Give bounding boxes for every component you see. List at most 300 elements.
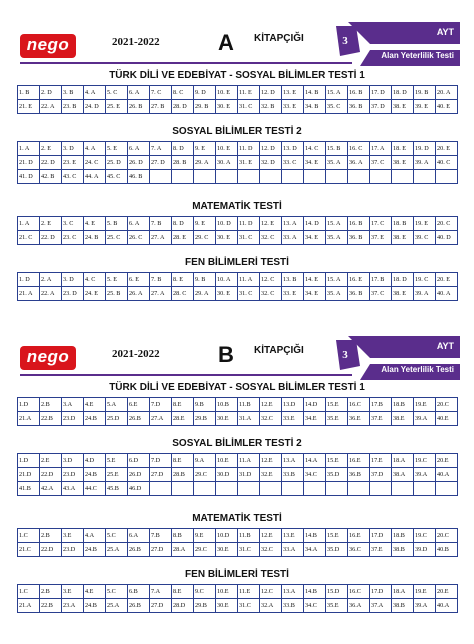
answer-cell xyxy=(282,170,304,184)
answer-cell: 16.C xyxy=(348,585,370,599)
answer-cell: 27. A xyxy=(150,287,172,301)
answer-cell: 5. C xyxy=(106,86,128,100)
answer-cell: 6. A xyxy=(128,86,150,100)
answer-cell: 34.E xyxy=(304,412,326,426)
answer-cell: 27. D xyxy=(150,156,172,170)
answer-cell: 14.A xyxy=(304,454,326,468)
answer-cell: 16.C xyxy=(348,398,370,412)
answer-row xyxy=(18,170,458,184)
answer-cell: 1.C xyxy=(18,529,40,543)
answer-cell xyxy=(370,170,392,184)
answer-grid xyxy=(17,528,458,557)
answer-cell: 6.D xyxy=(128,454,150,468)
answer-cell: 22.B xyxy=(40,599,62,613)
answer-row xyxy=(18,100,458,114)
answer-row xyxy=(18,273,458,287)
answer-row xyxy=(18,398,458,412)
answer-cell: 3.A xyxy=(62,398,84,412)
answer-cell: 12.C xyxy=(260,585,282,599)
answer-cell: 30. E xyxy=(216,287,238,301)
answer-cell: 18. D xyxy=(392,273,414,287)
answer-grid xyxy=(17,453,458,496)
answer-cell: 7.B xyxy=(150,529,172,543)
answer-cell xyxy=(150,482,172,496)
header-rule xyxy=(20,62,352,64)
answer-cell: 4. A xyxy=(84,142,106,156)
answer-cell: 3. C xyxy=(62,217,84,231)
answer-cell: 16. C xyxy=(348,142,370,156)
answer-cell: 11.A xyxy=(238,454,260,468)
answer-row xyxy=(18,543,458,557)
answer-cell: 35.E xyxy=(326,412,348,426)
answer-cell: 20. A xyxy=(436,86,458,100)
answer-cell xyxy=(150,170,172,184)
answer-cell: 6. A xyxy=(128,142,150,156)
answer-cell: 5. E xyxy=(106,273,128,287)
answer-cell xyxy=(194,482,216,496)
answer-cell: 8. E xyxy=(172,273,194,287)
answer-row xyxy=(18,287,458,301)
answer-cell: 2. D xyxy=(40,86,62,100)
answer-cell: 18.B xyxy=(392,529,414,543)
answer-grid xyxy=(17,397,458,426)
answer-cell: 26.B xyxy=(128,599,150,613)
answer-cell: 40. D xyxy=(436,231,458,245)
answer-cell: 40. E xyxy=(436,100,458,114)
answer-cell: 28. D xyxy=(172,100,194,114)
answer-cell: 21.D xyxy=(18,468,40,482)
academic-year: 2021-2022 xyxy=(112,348,160,360)
answer-cell: 36. B xyxy=(348,287,370,301)
answer-cell: 22.D xyxy=(40,543,62,557)
answer-key-booklet-b xyxy=(0,322,474,644)
answer-cell: 39.A xyxy=(414,599,436,613)
answer-cell xyxy=(348,170,370,184)
answer-cell: 15. A xyxy=(326,273,348,287)
answer-cell: 44.C xyxy=(84,482,106,496)
answer-cell: 31.C xyxy=(238,599,260,613)
answer-cell: 9. D xyxy=(194,86,216,100)
answer-cell xyxy=(348,482,370,496)
answer-cell: 17.D xyxy=(370,529,392,543)
answer-cell: 20. E xyxy=(436,273,458,287)
answer-cell xyxy=(304,170,326,184)
answer-cell: 15.E xyxy=(326,398,348,412)
answer-cell: 30. E xyxy=(216,231,238,245)
answer-cell: 1. D xyxy=(18,273,40,287)
answer-cell: 3. D xyxy=(62,142,84,156)
answer-cell: 11.E xyxy=(238,585,260,599)
answer-cell: 14. D xyxy=(304,217,326,231)
answer-cell: 11.B xyxy=(238,529,260,543)
answer-cell: 26. B xyxy=(128,100,150,114)
answer-cell: 4.A xyxy=(84,529,106,543)
answer-cell: 9. B xyxy=(194,273,216,287)
answer-cell: 10.D xyxy=(216,529,238,543)
answer-cell: 38. E xyxy=(392,287,414,301)
answer-cell: 7. A xyxy=(150,142,172,156)
answer-cell xyxy=(414,170,436,184)
answer-cell: 30.E xyxy=(216,599,238,613)
answer-cell: 39. E xyxy=(414,100,436,114)
section-title: FEN BİLİMLERİ TESTİ xyxy=(185,569,289,580)
answer-cell: 15. A xyxy=(326,86,348,100)
answer-grid xyxy=(17,85,458,114)
answer-cell: 8. D xyxy=(172,142,194,156)
answer-cell: 40.A xyxy=(436,599,458,613)
answer-cell: 43. C xyxy=(62,170,84,184)
answer-cell: 25. D xyxy=(106,156,128,170)
answer-cell: 36.E xyxy=(348,412,370,426)
answer-cell: 2. E xyxy=(40,142,62,156)
answer-cell: 25. C xyxy=(106,231,128,245)
answer-cell: 33. C xyxy=(282,156,304,170)
answer-cell: 24. C xyxy=(84,156,106,170)
answer-cell: 36. B xyxy=(348,231,370,245)
answer-cell: 28. B xyxy=(172,156,194,170)
answer-cell: 9.A xyxy=(194,454,216,468)
answer-cell: 37. D xyxy=(370,100,392,114)
answer-cell xyxy=(326,170,348,184)
answer-cell: 18.A xyxy=(392,585,414,599)
answer-cell: 13.E xyxy=(282,529,304,543)
answer-cell: 32. C xyxy=(260,231,282,245)
answer-cell: 29.C xyxy=(194,468,216,482)
answer-cell: 27.D xyxy=(150,599,172,613)
answer-cell: 28. C xyxy=(172,287,194,301)
answer-cell: 40.B xyxy=(436,543,458,557)
answer-cell: 10.E xyxy=(216,454,238,468)
answer-cell: 38. E xyxy=(392,156,414,170)
answer-cell: 29.B xyxy=(194,599,216,613)
answer-cell: 24.B xyxy=(84,412,106,426)
answer-cell: 26.B xyxy=(128,412,150,426)
answer-cell xyxy=(172,170,194,184)
answer-cell xyxy=(370,482,392,496)
answer-cell: 45. C xyxy=(106,170,128,184)
answer-cell: 4. E xyxy=(84,217,106,231)
answer-cell: 28.D xyxy=(172,599,194,613)
answer-cell: 8.E xyxy=(172,398,194,412)
booklet-label: KİTAPÇIĞI xyxy=(254,345,304,356)
answer-cell xyxy=(172,482,194,496)
answer-cell: 16. B xyxy=(348,217,370,231)
answer-cell: 13.A xyxy=(282,585,304,599)
answer-cell: 19. C xyxy=(414,273,436,287)
nego-logo: nego xyxy=(20,34,76,58)
answer-cell: 15.D xyxy=(326,585,348,599)
answer-cell: 35. A xyxy=(326,287,348,301)
answer-cell: 4.D xyxy=(84,454,106,468)
answer-cell: 20. E xyxy=(436,142,458,156)
answer-cell: 15.E xyxy=(326,454,348,468)
answer-cell xyxy=(414,482,436,496)
answer-cell: 26. C xyxy=(128,231,150,245)
answer-cell: 39. A xyxy=(414,287,436,301)
header-rule xyxy=(20,374,352,376)
answer-cell: 23.D xyxy=(62,412,84,426)
answer-cell: 32.A xyxy=(260,599,282,613)
answer-cell: 10. E xyxy=(216,142,238,156)
answer-cell: 3.E xyxy=(62,585,84,599)
answer-cell: 39. A xyxy=(414,156,436,170)
answer-cell: 23. B xyxy=(62,100,84,114)
answer-cell: 17. A xyxy=(370,142,392,156)
answer-grid xyxy=(17,141,458,184)
answer-cell: 27. B xyxy=(150,100,172,114)
answer-cell: 7. B xyxy=(150,217,172,231)
answer-cell: 20.E xyxy=(436,585,458,599)
answer-cell: 30.D xyxy=(216,468,238,482)
exam-subtitle: Alan Yeterlilik Testi xyxy=(381,51,454,60)
answer-cell: 30.E xyxy=(216,543,238,557)
answer-grid xyxy=(17,272,458,301)
answer-cell: 7.A xyxy=(150,585,172,599)
answer-cell: 8.E xyxy=(172,585,194,599)
answer-cell: 24.B xyxy=(84,543,106,557)
answer-cell: 34.A xyxy=(304,543,326,557)
answer-cell xyxy=(260,170,282,184)
answer-cell: 16.E xyxy=(348,454,370,468)
answer-cell: 8.B xyxy=(172,529,194,543)
answer-cell: 16. B xyxy=(348,86,370,100)
answer-cell: 1. A xyxy=(18,217,40,231)
answer-row xyxy=(18,142,458,156)
answer-cell: 10.E xyxy=(216,585,238,599)
answer-grid xyxy=(17,584,458,613)
answer-cell: 25.E xyxy=(106,468,128,482)
answer-cell: 1.C xyxy=(18,585,40,599)
answer-cell: 27.D xyxy=(150,468,172,482)
answer-cell: 19. B xyxy=(414,86,436,100)
section-title: SOSYAL BİLİMLER TESTİ 2 xyxy=(172,438,302,449)
answer-cell xyxy=(436,170,458,184)
answer-cell: 9.E xyxy=(194,529,216,543)
answer-cell: 23. C xyxy=(62,231,84,245)
answer-cell: 40. C xyxy=(436,156,458,170)
answer-cell xyxy=(304,482,326,496)
answer-cell: 37. E xyxy=(370,231,392,245)
answer-cell: 37.E xyxy=(370,543,392,557)
answer-cell: 17.D xyxy=(370,585,392,599)
answer-cell: 29. A xyxy=(194,156,216,170)
answer-cell: 12.E xyxy=(260,529,282,543)
answer-grid xyxy=(17,216,458,245)
answer-cell: 34.C xyxy=(304,468,326,482)
answer-cell: 22. D xyxy=(40,231,62,245)
answer-cell: 37. C xyxy=(370,287,392,301)
answer-cell: 2. A xyxy=(40,273,62,287)
answer-cell: 11. D xyxy=(238,217,260,231)
answer-cell: 30. E xyxy=(216,100,238,114)
answer-cell: 10. D xyxy=(216,217,238,231)
answer-cell: 46. B xyxy=(128,170,150,184)
answer-cell: 2. E xyxy=(40,217,62,231)
answer-cell xyxy=(282,482,304,496)
answer-cell: 42.A xyxy=(40,482,62,496)
answer-cell: 17. B xyxy=(370,273,392,287)
answer-cell: 22.B xyxy=(40,412,62,426)
answer-cell: 33. A xyxy=(282,231,304,245)
answer-cell: 24. E xyxy=(84,287,106,301)
answer-cell: 13. D xyxy=(282,142,304,156)
section-title: MATEMATİK TESTİ xyxy=(192,513,282,524)
answer-cell: 21.C xyxy=(18,543,40,557)
answer-cell: 1. B xyxy=(18,86,40,100)
answer-cell: 12.E xyxy=(260,454,282,468)
academic-year: 2021-2022 xyxy=(112,36,160,48)
answer-cell: 41. D xyxy=(18,170,40,184)
booklet-letter: A xyxy=(218,30,234,55)
answer-cell: 2.B xyxy=(40,529,62,543)
answer-cell: 26. D xyxy=(128,156,150,170)
answer-cell: 25. B xyxy=(106,287,128,301)
answer-cell: 12. E xyxy=(260,217,282,231)
answer-cell: 15. A xyxy=(326,217,348,231)
answer-cell: 31. C xyxy=(238,287,260,301)
answer-cell: 4.E xyxy=(84,585,106,599)
answer-cell: 19.E xyxy=(414,585,436,599)
answer-cell: 14. E xyxy=(304,273,326,287)
answer-cell: 34. E xyxy=(304,287,326,301)
answer-cell: 37. C xyxy=(370,156,392,170)
answer-cell: 24.B xyxy=(84,599,106,613)
answer-cell: 15. B xyxy=(326,142,348,156)
answer-cell: 9. E xyxy=(194,142,216,156)
answer-cell: 9.B xyxy=(194,398,216,412)
answer-cell: 19. E xyxy=(414,217,436,231)
answer-cell: 23. D xyxy=(62,287,84,301)
answer-cell: 15.E xyxy=(326,529,348,543)
exam-code: AYT xyxy=(436,27,454,37)
book-number: 3 xyxy=(342,35,348,47)
answer-cell: 32.E xyxy=(260,468,282,482)
answer-cell: 8. D xyxy=(172,217,194,231)
answer-cell: 46.D xyxy=(128,482,150,496)
answer-cell: 41.B xyxy=(18,482,40,496)
answer-cell: 39.A xyxy=(414,468,436,482)
answer-cell: 44. A xyxy=(84,170,106,184)
answer-row xyxy=(18,412,458,426)
answer-cell: 31. C xyxy=(238,231,260,245)
answer-cell: 30. A xyxy=(216,156,238,170)
answer-cell: 31.A xyxy=(238,412,260,426)
answer-cell: 28. E xyxy=(172,231,194,245)
answer-cell: 32. D xyxy=(260,156,282,170)
answer-cell: 6.A xyxy=(128,529,150,543)
answer-cell: 13. A xyxy=(282,217,304,231)
answer-cell: 5.A xyxy=(106,398,128,412)
answer-cell: 18. E xyxy=(392,142,414,156)
answer-cell: 26. A xyxy=(128,287,150,301)
answer-cell: 40.A xyxy=(436,468,458,482)
answer-row xyxy=(18,585,458,599)
answer-row xyxy=(18,231,458,245)
answer-cell: 19.C xyxy=(414,454,436,468)
answer-cell: 7.D xyxy=(150,454,172,468)
answer-cell: 40.E xyxy=(436,412,458,426)
answer-cell: 40. A xyxy=(436,287,458,301)
answer-cell: 28.A xyxy=(172,543,194,557)
answer-cell: 22. A xyxy=(40,100,62,114)
answer-cell: 27.A xyxy=(150,412,172,426)
answer-cell: 21. E xyxy=(18,100,40,114)
answer-cell: 37.A xyxy=(370,599,392,613)
answer-cell xyxy=(216,170,238,184)
answer-cell: 14.D xyxy=(304,398,326,412)
section-title: TÜRK DİLİ VE EDEBİYAT - SOSYAL BİLİMLER TESTİ 1 xyxy=(109,382,365,393)
answer-cell: 29.C xyxy=(194,543,216,557)
answer-row xyxy=(18,529,458,543)
answer-cell: 36.C xyxy=(348,543,370,557)
answer-cell: 33.B xyxy=(282,599,304,613)
answer-cell: 31. E xyxy=(238,156,260,170)
answer-cell: 28.E xyxy=(172,412,194,426)
answer-cell: 26.B xyxy=(128,543,150,557)
answer-cell: 27. A xyxy=(150,231,172,245)
answer-cell: 13. E xyxy=(282,86,304,100)
exam-subtitle: Alan Yeterlilik Testi xyxy=(381,365,454,374)
answer-cell: 26.D xyxy=(128,468,150,482)
answer-cell: 35.E xyxy=(326,599,348,613)
answer-cell: 24. D xyxy=(84,100,106,114)
answer-cell: 25.A xyxy=(106,599,128,613)
answer-cell: 18.B xyxy=(392,398,414,412)
answer-cell: 31.D xyxy=(238,468,260,482)
answer-row xyxy=(18,599,458,613)
answer-cell: 3. D xyxy=(62,273,84,287)
answer-cell: 10. E xyxy=(216,86,238,100)
answer-cell: 12. D xyxy=(260,142,282,156)
answer-cell: 24.B xyxy=(84,468,106,482)
answer-cell: 35.D xyxy=(326,543,348,557)
answer-cell: 34. E xyxy=(304,156,326,170)
answer-cell: 34.C xyxy=(304,599,326,613)
answer-cell: 10.B xyxy=(216,398,238,412)
section-title: TÜRK DİLİ VE EDEBİYAT - SOSYAL BİLİMLER TESTİ 1 xyxy=(109,70,365,81)
answer-cell: 20.C xyxy=(436,398,458,412)
answer-cell: 38.E xyxy=(392,412,414,426)
booklet-label: KİTAPÇIĞI xyxy=(254,33,304,44)
answer-cell: 45.B xyxy=(106,482,128,496)
answer-cell: 13.A xyxy=(282,454,304,468)
answer-cell: 38.B xyxy=(392,543,414,557)
answer-cell: 9.C xyxy=(194,585,216,599)
answer-cell xyxy=(326,482,348,496)
answer-cell: 21.A xyxy=(18,599,40,613)
answer-cell: 20.C xyxy=(436,529,458,543)
answer-cell: 6.E xyxy=(128,398,150,412)
section-title: FEN BİLİMLERİ TESTİ xyxy=(185,257,289,268)
answer-cell xyxy=(436,482,458,496)
answer-cell: 4. C xyxy=(84,273,106,287)
answer-cell: 18. B xyxy=(392,217,414,231)
answer-cell: 7. C xyxy=(150,86,172,100)
answer-cell: 11. E xyxy=(238,86,260,100)
answer-row xyxy=(18,217,458,231)
answer-cell: 6. E xyxy=(128,273,150,287)
answer-cell: 28.B xyxy=(172,468,194,482)
answer-cell: 23.D xyxy=(62,543,84,557)
answer-cell: 30.E xyxy=(216,412,238,426)
answer-cell: 24. B xyxy=(84,231,106,245)
answer-cell: 3.D xyxy=(62,454,84,468)
answer-cell xyxy=(238,170,260,184)
answer-cell: 2.B xyxy=(40,398,62,412)
answer-cell: 33.A xyxy=(282,543,304,557)
answer-cell: 38. E xyxy=(392,231,414,245)
answer-cell: 16. E xyxy=(348,273,370,287)
